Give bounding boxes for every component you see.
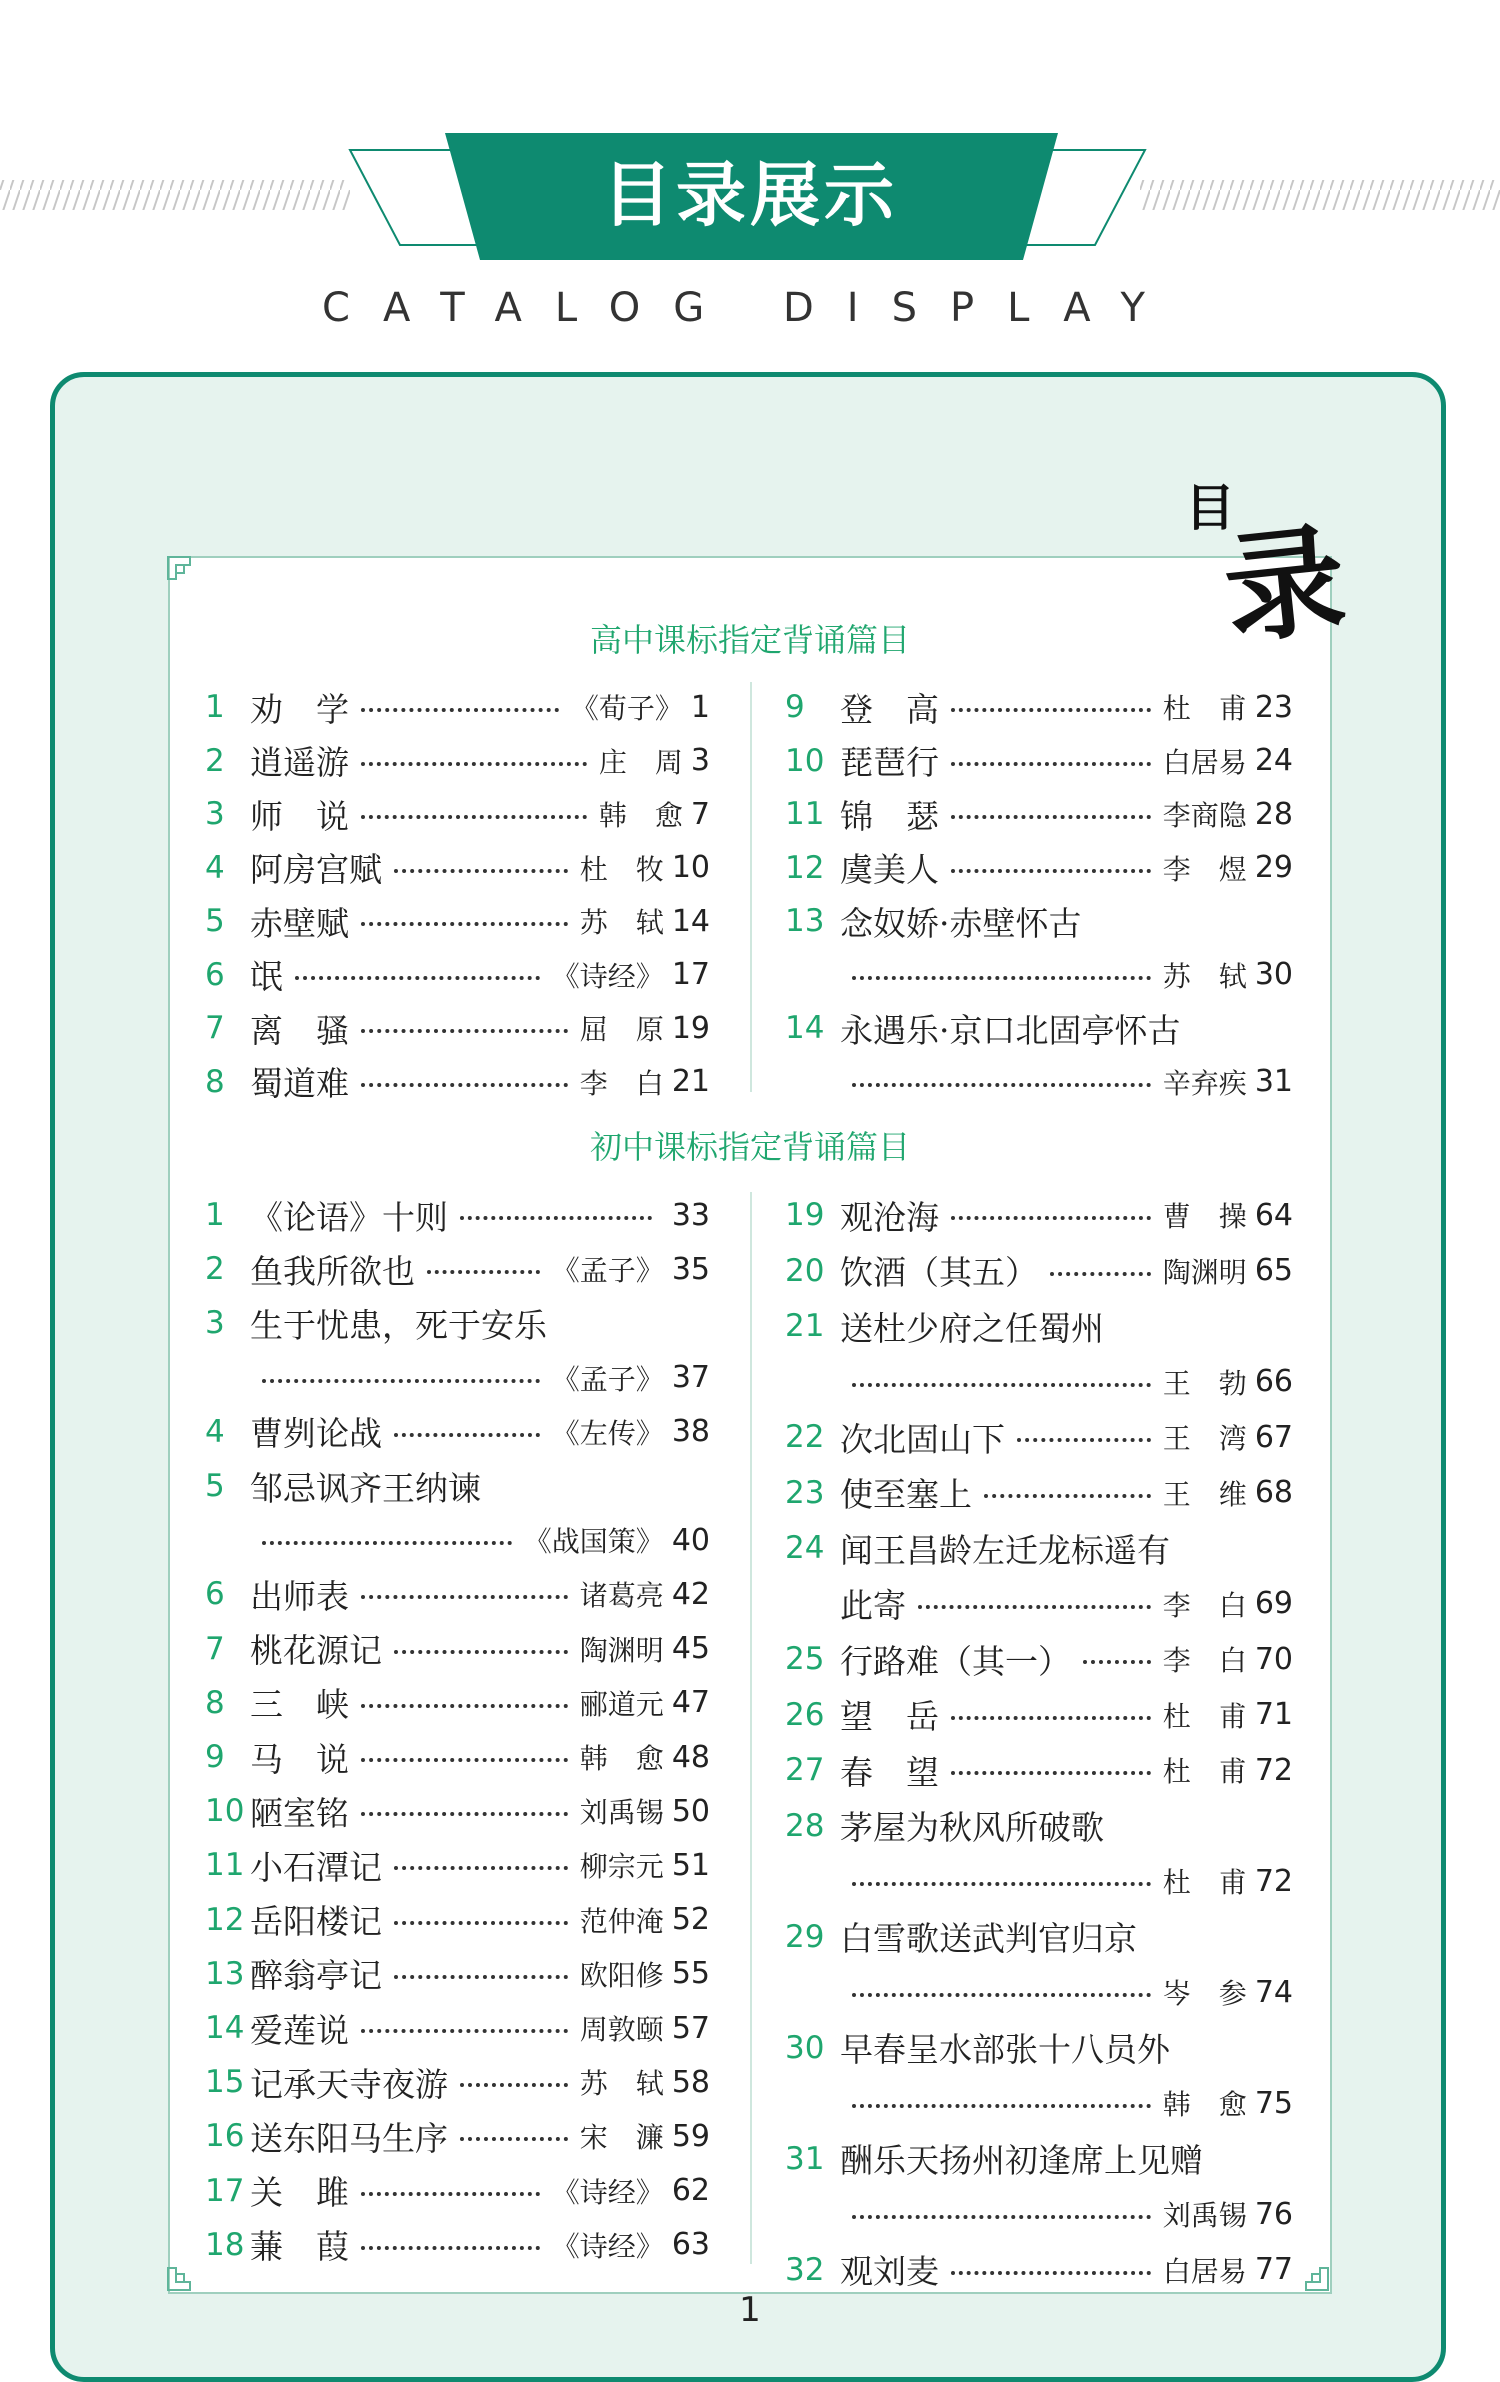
entry-number: 16 bbox=[205, 2118, 245, 2155]
toc-entry[interactable] bbox=[785, 1746, 1293, 1794]
entry-title: 蜀道难 bbox=[250, 1064, 349, 1103]
entry-number: 29 bbox=[785, 1918, 825, 1955]
entry-title: 永遇乐·京口北固亭怀古 bbox=[840, 1010, 1181, 1050]
column-divider bbox=[750, 1192, 752, 2264]
entry-page: 70 bbox=[1254, 1641, 1293, 1677]
entry-page: 40 bbox=[671, 1522, 710, 1558]
entry-author: 李 白 bbox=[1162, 1644, 1247, 1677]
entry-author: 诸葛亮 bbox=[579, 1579, 664, 1613]
toc-entry[interactable] bbox=[785, 844, 1293, 892]
toc-entry-continuation bbox=[840, 1857, 1293, 1905]
leader-dots bbox=[460, 1216, 652, 1220]
page-subtitle: CATALOG DISPLAY bbox=[322, 285, 1178, 331]
entry-page: 62 bbox=[671, 2173, 710, 2209]
entry-author: 苏 轼 bbox=[579, 906, 664, 939]
toc-entry[interactable] bbox=[205, 1787, 710, 1835]
entry-author: 杜 甫 bbox=[1162, 1755, 1247, 1788]
entry-title: 马 说 bbox=[250, 1739, 349, 1779]
leader-dots bbox=[951, 815, 1151, 819]
entry-page: 72 bbox=[1254, 1752, 1293, 1788]
toc-entry[interactable] bbox=[785, 1691, 1293, 1739]
entry-page: 21 bbox=[671, 1064, 710, 1099]
toc-entry-continuation bbox=[840, 951, 1293, 999]
toc-entry[interactable] bbox=[785, 1247, 1293, 1295]
section-title-junior: 初中课标指定背诵篇目 bbox=[589, 1128, 910, 1166]
entry-number: 26 bbox=[785, 1696, 825, 1733]
leader-dots bbox=[460, 2137, 568, 2141]
entry-author: 杜 牧 bbox=[579, 852, 664, 886]
entry-number: 9 bbox=[785, 689, 805, 725]
entry-page: 76 bbox=[1254, 2196, 1293, 2232]
entry-author: 韩 愈 bbox=[1162, 2088, 1247, 2121]
entry-author: 周敦颐 bbox=[579, 2013, 664, 2046]
entry-author: 陶渊明 bbox=[1162, 1255, 1247, 1289]
entry-page: 71 bbox=[1254, 1697, 1293, 1732]
leader-dots bbox=[951, 1771, 1151, 1775]
entry-title: 饮酒（其五） bbox=[840, 1253, 1038, 1292]
leader-dots bbox=[852, 2215, 1151, 2219]
toc-entry[interactable] bbox=[205, 1625, 710, 1673]
leader-dots bbox=[394, 1650, 568, 1654]
toc-entry-continuation bbox=[840, 1058, 1293, 1106]
entry-number: 28 bbox=[785, 1807, 825, 1844]
entry-author: 王 勃 bbox=[1162, 1366, 1247, 1400]
toc-entry[interactable] bbox=[205, 683, 710, 731]
entry-number: 12 bbox=[205, 1901, 245, 1938]
mulu-glyph-1: 目 bbox=[1185, 478, 1235, 537]
entry-number: 12 bbox=[785, 849, 825, 886]
leader-dots bbox=[361, 815, 587, 819]
leader-dots bbox=[852, 1993, 1151, 1997]
leader-dots bbox=[460, 2083, 568, 2087]
entry-author: 李 白 bbox=[579, 1066, 664, 1100]
entry-title: 送杜少府之任蜀州 bbox=[840, 1308, 1104, 1348]
entry-title: 送东阳马生序 bbox=[250, 2118, 448, 2158]
entry-number: 19 bbox=[785, 1197, 825, 1233]
entry-page: 29 bbox=[1254, 850, 1293, 885]
page-number: 1 bbox=[739, 2290, 761, 2330]
entry-title: 鱼我所欲也 bbox=[250, 1251, 415, 1291]
entry-title: 关 雎 bbox=[250, 2173, 349, 2213]
entry-author: 李 煜 bbox=[1162, 852, 1247, 886]
entry-page: 47 bbox=[671, 1685, 710, 1721]
leader-dots bbox=[361, 1595, 568, 1599]
entry-title: 曹刿论战 bbox=[250, 1414, 382, 1454]
entry-page: 55 bbox=[671, 1956, 710, 1992]
entry-title: 邹忌讽齐王纳谏 bbox=[250, 1468, 481, 1508]
toc-entry[interactable] bbox=[205, 1896, 710, 1944]
entry-title: 氓 bbox=[250, 957, 283, 996]
entry-page: 7 bbox=[690, 796, 710, 832]
toc-entry[interactable] bbox=[205, 2112, 710, 2160]
entry-title: 爱莲说 bbox=[250, 2010, 349, 2050]
entry-number: 11 bbox=[785, 796, 825, 832]
entry-page: 31 bbox=[1254, 1064, 1293, 1099]
toc-entry[interactable] bbox=[205, 1058, 710, 1106]
entry-number: 10 bbox=[785, 742, 825, 779]
entry-author: 曹 操 bbox=[1162, 1200, 1247, 1233]
entry-page: 28 bbox=[1254, 796, 1293, 832]
entry-number: 2 bbox=[205, 1251, 225, 1288]
entry-number: 13 bbox=[205, 1955, 245, 1992]
entry-page: 19 bbox=[671, 1010, 710, 1046]
entry-page: 48 bbox=[671, 1739, 710, 1775]
entry-number: 20 bbox=[785, 1252, 825, 1289]
toc-entry[interactable] bbox=[205, 1950, 710, 1998]
corner-ornament-icon bbox=[166, 555, 198, 587]
entry-title: 春 望 bbox=[840, 1752, 939, 1792]
toc-entry[interactable] bbox=[205, 1191, 710, 1239]
entry-author: 岑 参 bbox=[1162, 1977, 1247, 2010]
leader-dots bbox=[394, 1921, 568, 1925]
entry-page: 69 bbox=[1254, 1586, 1293, 1621]
leader-dots bbox=[361, 2192, 540, 2196]
entry-number: 4 bbox=[205, 849, 225, 886]
entry-number: 1 bbox=[205, 1197, 225, 1233]
toc-entry[interactable] bbox=[785, 1413, 1293, 1461]
entry-title-cont: 此寄 bbox=[840, 1586, 906, 1625]
leader-dots bbox=[951, 762, 1151, 766]
entry-title: 出师表 bbox=[250, 1576, 349, 1616]
entry-page: 50 bbox=[671, 1793, 710, 1829]
entry-author: 《荀子》 bbox=[570, 692, 683, 725]
toc-entry-continuation bbox=[840, 1968, 1293, 2016]
leader-dots bbox=[852, 976, 1151, 980]
toc-entry[interactable] bbox=[205, 2221, 710, 2269]
toc-entry-continuation bbox=[840, 2079, 1293, 2127]
entry-page: 63 bbox=[671, 2227, 710, 2263]
entry-number: 24 bbox=[785, 1530, 825, 1566]
entry-author: 杜 甫 bbox=[1162, 1699, 1247, 1733]
entry-number: 23 bbox=[785, 1474, 825, 1511]
entry-page: 77 bbox=[1254, 2252, 1293, 2287]
toc-entry[interactable] bbox=[785, 2135, 1293, 2183]
toc-entry-continuation bbox=[250, 1516, 710, 1564]
entry-number: 2 bbox=[205, 742, 225, 779]
toc-entry[interactable] bbox=[205, 1245, 710, 1293]
leader-dots bbox=[361, 1812, 568, 1816]
entry-title: 茅屋为秋风所破歌 bbox=[840, 1808, 1104, 1847]
entry-author: 韩 愈 bbox=[579, 1742, 664, 1775]
leader-dots bbox=[295, 976, 540, 980]
entry-page: 72 bbox=[1254, 1863, 1293, 1899]
entry-title: 次北固山下 bbox=[840, 1419, 1005, 1459]
leader-dots bbox=[361, 1704, 568, 1708]
toc-entry[interactable] bbox=[205, 897, 710, 945]
entry-page: 66 bbox=[1254, 1364, 1293, 1399]
leader-dots bbox=[852, 2104, 1151, 2108]
entry-number: 25 bbox=[785, 1641, 825, 1677]
entry-number: 10 bbox=[205, 1793, 245, 1830]
entry-page: 51 bbox=[671, 1847, 710, 1883]
entry-page: 17 bbox=[671, 957, 710, 992]
entry-number: 27 bbox=[785, 1752, 825, 1788]
toc-entry-continuation bbox=[250, 1354, 710, 1402]
entry-author: 范仲淹 bbox=[579, 1904, 664, 1938]
entry-page: 64 bbox=[1254, 1197, 1293, 1233]
entry-title: 小石潭记 bbox=[250, 1847, 382, 1887]
entry-page: 14 bbox=[671, 903, 710, 939]
leader-dots bbox=[361, 1758, 568, 1762]
section-title-senior: 高中课标指定背诵篇目 bbox=[589, 621, 910, 659]
toc-entry[interactable] bbox=[205, 1408, 710, 1456]
entry-number: 8 bbox=[205, 1063, 225, 1100]
leader-dots bbox=[1050, 1272, 1151, 1276]
column-divider bbox=[750, 682, 752, 1092]
entry-number: 14 bbox=[205, 2010, 245, 2046]
entry-author: 郦道元 bbox=[579, 1687, 664, 1721]
leader-dots bbox=[262, 1541, 512, 1545]
entry-author: 屈 原 bbox=[579, 1013, 664, 1046]
entry-number: 11 bbox=[205, 1847, 245, 1884]
entry-author: 苏 轼 bbox=[579, 2067, 664, 2101]
toc-entry[interactable] bbox=[205, 1570, 710, 1618]
entry-title: 观刘麦 bbox=[840, 2252, 939, 2291]
entry-number: 6 bbox=[205, 1576, 225, 1613]
entry-number: 17 bbox=[205, 2172, 245, 2209]
leader-dots bbox=[951, 1716, 1151, 1720]
entry-author: 《孟子》 bbox=[551, 1362, 664, 1396]
entry-number: 18 bbox=[205, 2226, 245, 2263]
entry-number: 31 bbox=[785, 2140, 825, 2177]
entry-title: 观沧海 bbox=[840, 1197, 939, 1237]
entry-number: 3 bbox=[205, 796, 225, 832]
entry-page: 3 bbox=[690, 743, 710, 778]
entry-page: 38 bbox=[671, 1414, 710, 1450]
leader-dots bbox=[394, 869, 568, 873]
leader-dots bbox=[1083, 1660, 1151, 1664]
leader-dots bbox=[361, 762, 587, 766]
toc-entry[interactable] bbox=[785, 2246, 1293, 2294]
toc-entry[interactable] bbox=[205, 737, 710, 785]
entry-page: 35 bbox=[671, 1251, 710, 1287]
entry-author: 李 白 bbox=[1162, 1588, 1247, 1622]
entry-page: 1 bbox=[690, 689, 710, 725]
entry-number: 5 bbox=[205, 1468, 225, 1504]
entry-number: 22 bbox=[785, 1419, 825, 1455]
entry-number: 3 bbox=[205, 1305, 225, 1342]
entry-number: 4 bbox=[205, 1413, 225, 1450]
entry-title: 琵琶行 bbox=[840, 743, 939, 782]
entry-title: 陋室铭 bbox=[250, 1793, 349, 1833]
toc-entry[interactable] bbox=[785, 1302, 1293, 1350]
toc-entry[interactable] bbox=[205, 2167, 710, 2215]
entry-number: 7 bbox=[205, 1010, 225, 1046]
leader-dots bbox=[394, 1975, 568, 1979]
entry-title: 阿房宫赋 bbox=[250, 850, 382, 889]
leader-dots bbox=[361, 708, 559, 712]
entry-title: 三 峡 bbox=[250, 1685, 349, 1725]
entry-author: 《诗经》 bbox=[551, 2175, 664, 2209]
toc-entry[interactable] bbox=[785, 1004, 1293, 1052]
leader-dots bbox=[918, 1605, 1151, 1609]
leader-dots bbox=[427, 1270, 540, 1274]
entry-title: 《论语》十则 bbox=[250, 1197, 448, 1237]
entry-title: 虞美人 bbox=[840, 850, 939, 889]
entry-number: 32 bbox=[785, 2251, 825, 2288]
entry-page: 45 bbox=[671, 1631, 710, 1667]
toc-entry[interactable] bbox=[785, 1802, 1293, 1850]
toc-entry[interactable] bbox=[205, 1299, 710, 1347]
toc-entry[interactable] bbox=[785, 1524, 1293, 1572]
toc-entry[interactable] bbox=[205, 790, 710, 838]
toc-entry[interactable] bbox=[205, 2058, 710, 2106]
entry-title: 锦 瑟 bbox=[840, 796, 939, 836]
entry-author: 刘禹锡 bbox=[579, 1796, 664, 1830]
entry-number: 14 bbox=[785, 1010, 825, 1046]
entry-author: 《左传》 bbox=[551, 1416, 664, 1450]
toc-entry-continuation bbox=[840, 1580, 1293, 1628]
entry-page: 24 bbox=[1254, 743, 1293, 778]
toc-entry[interactable] bbox=[205, 1733, 710, 1781]
entry-title: 生于忧患，死于安乐 bbox=[250, 1305, 547, 1345]
mulu-glyph-2: 录 bbox=[1217, 508, 1353, 662]
entry-number: 1 bbox=[205, 689, 225, 725]
entry-title: 蒹 葭 bbox=[250, 2227, 349, 2267]
toc-entry[interactable] bbox=[785, 683, 1293, 731]
entry-title: 早春呈水部张十八员外 bbox=[840, 2030, 1170, 2069]
entry-page: 65 bbox=[1254, 1253, 1293, 1288]
toc-entry[interactable] bbox=[785, 897, 1293, 945]
entry-page: 30 bbox=[1254, 957, 1293, 992]
entry-author: 王 维 bbox=[1162, 1477, 1247, 1511]
toc-entry[interactable] bbox=[205, 2004, 710, 2052]
toc-entry[interactable] bbox=[785, 1913, 1293, 1961]
entry-author: 王 湾 bbox=[1162, 1422, 1247, 1455]
entry-title: 赤壁赋 bbox=[250, 903, 349, 943]
entry-author: 宋 濂 bbox=[579, 2121, 664, 2155]
toc-entry[interactable] bbox=[205, 1679, 710, 1727]
entry-page: 67 bbox=[1254, 1419, 1293, 1455]
leader-dots bbox=[852, 1882, 1151, 1886]
toc-entry[interactable] bbox=[205, 1841, 710, 1889]
leader-dots bbox=[394, 1866, 568, 1870]
leader-dots bbox=[852, 1383, 1151, 1387]
entry-number: 30 bbox=[785, 2029, 825, 2066]
entry-author: 《诗经》 bbox=[551, 2229, 664, 2263]
toc-entry[interactable] bbox=[205, 844, 710, 892]
entry-number: 13 bbox=[785, 903, 825, 939]
entry-number: 8 bbox=[205, 1684, 225, 1721]
corner-ornament-icon bbox=[1298, 2260, 1330, 2292]
entry-title: 醉翁亭记 bbox=[250, 1956, 382, 1996]
entry-page: 75 bbox=[1254, 2085, 1293, 2121]
toc-entry[interactable] bbox=[785, 737, 1293, 785]
entry-author: 《诗经》 bbox=[551, 959, 664, 993]
entry-author: 苏 轼 bbox=[1162, 959, 1247, 993]
entry-page: 42 bbox=[671, 1576, 710, 1612]
entry-number: 7 bbox=[205, 1630, 225, 1667]
entry-author: 韩 愈 bbox=[598, 799, 683, 832]
entry-page: 52 bbox=[671, 1902, 710, 1938]
entry-page: 74 bbox=[1254, 1974, 1293, 2010]
leader-dots bbox=[262, 1379, 540, 1383]
entry-title: 白雪歌送武判官归京 bbox=[840, 1919, 1137, 1958]
entry-title: 闻王昌龄左迁龙标遥有 bbox=[840, 1530, 1170, 1570]
entry-page: 59 bbox=[671, 2118, 710, 2154]
entry-number: 15 bbox=[205, 2064, 245, 2101]
entry-title: 逍遥游 bbox=[250, 743, 349, 782]
entry-page: 58 bbox=[671, 2064, 710, 2100]
toc-entry[interactable] bbox=[785, 2024, 1293, 2072]
entry-page: 33 bbox=[671, 1197, 710, 1233]
entry-author: 李商隐 bbox=[1162, 799, 1247, 832]
toc-entry-continuation bbox=[840, 2190, 1293, 2238]
entry-page: 10 bbox=[671, 850, 710, 885]
leader-dots bbox=[361, 2246, 540, 2250]
entry-author: 欧阳修 bbox=[579, 1958, 664, 1992]
toc-entry[interactable] bbox=[205, 1462, 710, 1510]
entry-author: 刘禹锡 bbox=[1162, 2199, 1247, 2232]
toc-entry[interactable] bbox=[785, 1191, 1293, 1239]
entry-title: 念奴娇·赤壁怀古 bbox=[840, 903, 1082, 943]
entry-title: 记承天寺夜游 bbox=[250, 2064, 448, 2104]
entry-page: 57 bbox=[671, 2010, 710, 2046]
entry-title: 劝 学 bbox=[250, 689, 349, 729]
entry-number: 6 bbox=[205, 956, 225, 993]
toc-entry[interactable] bbox=[205, 1004, 710, 1052]
entry-page: 37 bbox=[671, 1360, 710, 1396]
entry-title: 岳阳楼记 bbox=[250, 1902, 382, 1942]
leader-dots bbox=[361, 922, 568, 926]
toc-entry[interactable] bbox=[785, 1635, 1293, 1683]
leader-dots bbox=[361, 1029, 568, 1033]
entry-page: 68 bbox=[1254, 1475, 1293, 1510]
entry-author: 杜 甫 bbox=[1162, 692, 1247, 725]
entry-title: 师 说 bbox=[250, 796, 349, 836]
leader-dots bbox=[951, 1216, 1151, 1220]
toc-entry[interactable] bbox=[785, 790, 1293, 838]
entry-title: 使至塞上 bbox=[840, 1475, 972, 1514]
leader-dots bbox=[951, 869, 1151, 873]
entry-author: 杜 甫 bbox=[1162, 1866, 1247, 1899]
entry-author: 白居易 bbox=[1162, 2254, 1247, 2288]
entry-author: 白居易 bbox=[1162, 745, 1247, 779]
toc-entry-continuation bbox=[840, 1358, 1293, 1406]
entry-title: 望 岳 bbox=[840, 1697, 939, 1736]
entry-author: 《孟子》 bbox=[551, 1254, 664, 1288]
toc-entry[interactable] bbox=[205, 951, 710, 999]
leader-dots bbox=[951, 2271, 1151, 2275]
leader-dots bbox=[852, 1083, 1151, 1087]
entry-title: 桃花源记 bbox=[250, 1631, 382, 1671]
leader-dots bbox=[951, 708, 1151, 712]
leader-dots bbox=[361, 2029, 568, 2033]
leader-dots bbox=[1017, 1438, 1151, 1442]
entry-page: 23 bbox=[1254, 689, 1293, 725]
leader-dots bbox=[361, 1083, 568, 1087]
entry-author: 庄 周 bbox=[598, 745, 683, 779]
corner-ornament-icon bbox=[166, 2260, 198, 2292]
entry-author: 柳宗元 bbox=[579, 1850, 664, 1884]
leader-dots bbox=[984, 1494, 1151, 1498]
entry-number: 21 bbox=[785, 1308, 825, 1344]
entry-author: 辛弃疾 bbox=[1162, 1066, 1247, 1100]
entry-number: 9 bbox=[205, 1739, 225, 1775]
entry-title: 登 高 bbox=[840, 689, 939, 729]
entry-title: 离 骚 bbox=[250, 1010, 349, 1050]
toc-entry[interactable] bbox=[785, 1469, 1293, 1517]
page-title: 目录展示 bbox=[602, 154, 898, 236]
leader-dots bbox=[394, 1433, 540, 1437]
entry-author: 陶渊明 bbox=[579, 1633, 664, 1667]
entry-author: 《战国策》 bbox=[523, 1525, 664, 1559]
entry-title: 酬乐天扬州初逢席上见赠 bbox=[840, 2141, 1203, 2180]
entry-title: 行路难（其一） bbox=[840, 1641, 1071, 1681]
entry-number: 5 bbox=[205, 903, 225, 939]
